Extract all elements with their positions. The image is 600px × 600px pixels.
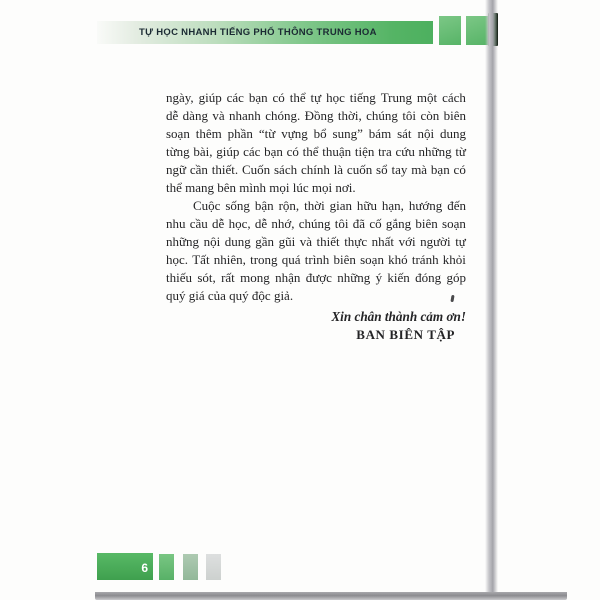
signoff-line: BAN BIÊN TẬP [356, 327, 455, 342]
text-line: ngữ cần thiết. Cuốn sách chính là cuốn sổ tay mà bạn có [166, 162, 466, 177]
text-line: soạn thêm phần “từ vựng bổ sung” bám sát nội dung [166, 126, 466, 141]
book-title: TỰ HỌC NHANH TIẾNG PHỔ THÔNG TRUNG HOA [139, 27, 377, 38]
text-line: những nội dung gần gũi và thiết thực nhất với người tự [166, 234, 466, 249]
page-edge-shadow [485, 0, 498, 597]
text-line: quý giá của quý độc giả. [166, 288, 294, 303]
header-bar [97, 21, 433, 44]
text-line: nhu cầu dễ học, dễ nhớ, chúng tôi đã cố gắng biên soạn [166, 216, 466, 231]
text-line: học. Tất nhiên, trong quá trình biên soạn khó tránh khỏi [166, 252, 466, 267]
footer-accent-square-3 [206, 554, 221, 580]
text-line: dễ dàng và nhanh chóng. Đồng thời, chúng tôi còn biên [166, 108, 466, 123]
page-number: 6 [141, 561, 148, 575]
footer-accent-square-2 [183, 554, 198, 580]
header-accent-square-1 [439, 16, 461, 45]
paragraph-2 [166, 197, 466, 305]
paragraph-1 [166, 89, 466, 197]
footer-page-marker [97, 553, 153, 580]
text-line: từng bài, giúp các bạn có thể thuận tiện tra cứu những từ [166, 144, 466, 159]
text-line: ngày, giúp các bạn có thể tự học tiếng Trung một cách [166, 90, 466, 105]
closing-line: Xin chân thành cảm ơn! [331, 309, 466, 324]
text-line: Cuộc sống bận rộn, thời gian hữu hạn, hướng đến [193, 198, 466, 213]
text-line: thiếu sót, rất mong nhận được những ý kiến đóng góp [166, 270, 466, 285]
text-line: thể mang bên mình mọi lúc mọi nơi. [166, 180, 356, 195]
bottom-edge-shadow [95, 592, 567, 600]
footer-accent-square-1 [159, 554, 174, 580]
body-text [166, 89, 466, 344]
